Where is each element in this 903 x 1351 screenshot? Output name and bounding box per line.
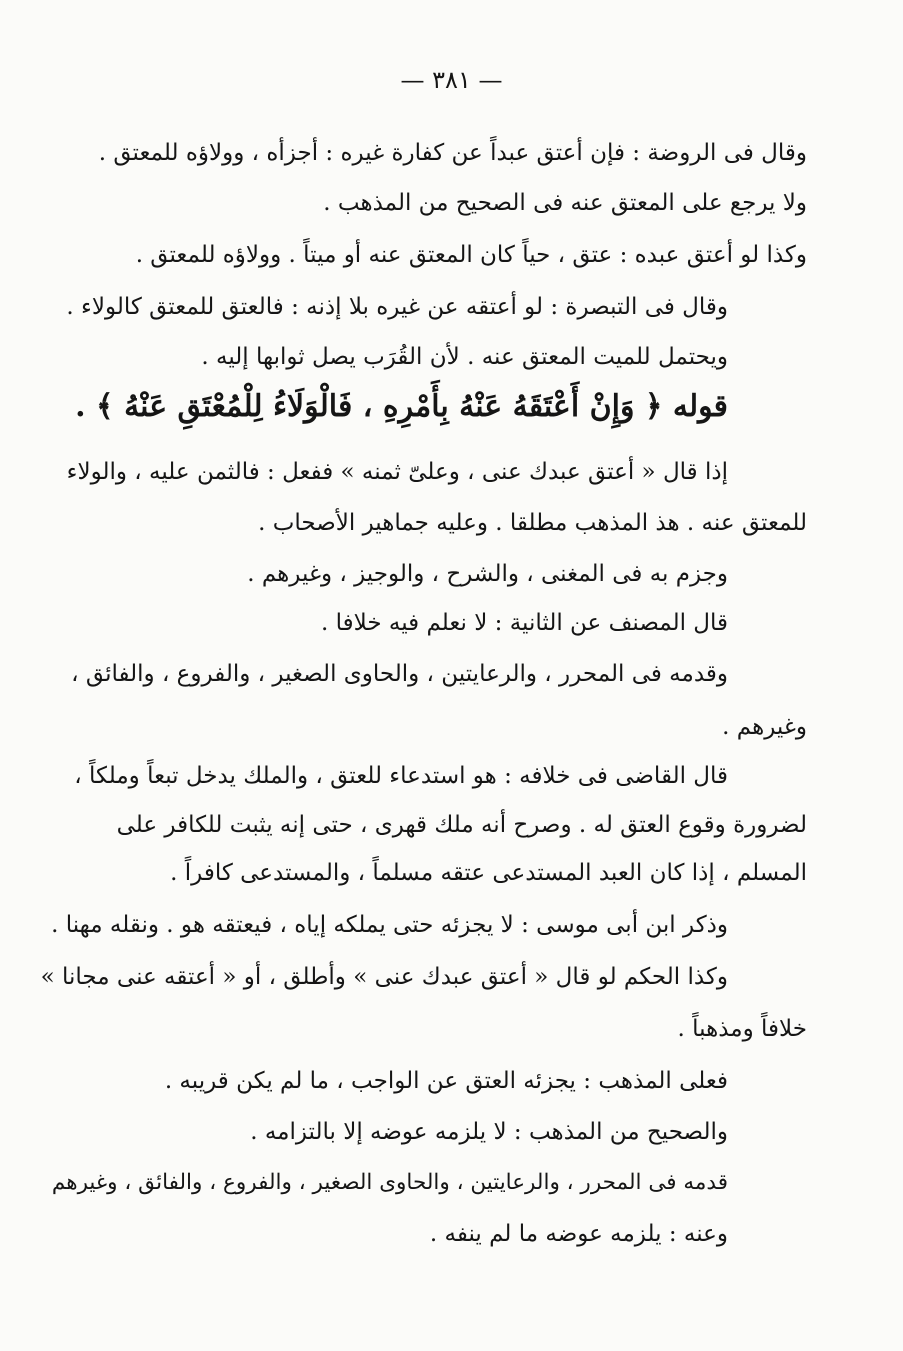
text-line: لضرورة وقوع العتق له . وصرح أنه ملك قهرى ، حتى إنه يثبت للكافر على <box>116 812 807 838</box>
text-line: ولا يرجع على المعتق عنه فى الصحيح من المذهب . <box>323 190 807 216</box>
text-line: وقال فى الروضة : فإن أعتق عبداً عن كفارة غيره : أجزأه ، وولاؤه للمعتق . <box>98 140 807 166</box>
text-line: وغيرهم . <box>722 714 807 740</box>
text-line: إذا قال « أعتق عبدك عنى ، وعلىّ ثمنه » ففعل : فالثمن عليه ، والولاء <box>66 459 728 485</box>
text-line: وقال فى التبصرة : لو أعتقه عن غيره بلا إذنه : فالعتق للمعتق كالولاء . <box>66 294 728 320</box>
text-line: والصحيح من المذهب : لا يلزمه عوضه إلا بالتزامه . <box>250 1119 728 1145</box>
text-line: ويحتمل للميت المعتق عنه . لأن القُرَب يصل ثوابها إليه . <box>201 344 728 370</box>
text-line: وذكر ابن أبى موسى : لا يجزئه حتى يملكه إياه ، فيعتقه هو . ونقله مهنا . <box>51 912 728 938</box>
text-line: وجزم به فى المغنى ، والشرح ، والوجيز ، وغيرهم . <box>247 561 728 587</box>
text-line: وعنه : يلزمه عوضه ما لم ينفه . <box>429 1221 728 1247</box>
text-line: وكذا الحكم لو قال « أعتق عبدك عنى » وأطلق ، أو « أعتقه عنى مجانا » <box>40 964 728 990</box>
text-line: قال القاضى فى خلافه : هو استدعاء للعتق ، والملك يدخل تبعاً وملكاً ، <box>74 763 728 789</box>
text-line: قال المصنف عن الثانية : لا نعلم فيه خلافا . <box>321 610 728 636</box>
text-line: المسلم ، إذا كان العبد المستدعى عتقه مسلماً ، والمستدعى كافراً . <box>170 860 807 886</box>
text-line: قدمه فى المحرر ، والرعايتين ، والحاوى الصغير ، والفروع ، والفائق ، وغيرهم <box>51 1170 728 1195</box>
text-line: للمعتق عنه . هذ المذهب مطلقا . وعليه جماهير الأصحاب . <box>258 510 807 536</box>
page-number: — ٣٨١ — <box>400 66 503 94</box>
text-line: خلافاً ومذهباً . <box>677 1016 807 1042</box>
verse-heading: قوله ﴿ وَإِنْ أَعْتَقَهُ عَنْهُ بِأَمْرِهِ ، فَالْوَلَاءُ لِلْمُعْتَقِ عَنْهُ ﴾ . <box>75 389 728 424</box>
text-line: فعلى المذهب : يجزئه العتق عن الواجب ، ما لم يكن قريبه . <box>164 1068 728 1094</box>
text-line: وكذا لو أعتق عبده : عتق ، حياً كان المعتق عنه أو ميتاً . وولاؤه للمعتق . <box>135 242 807 268</box>
text-line: وقدمه فى المحرر ، والرعايتين ، والحاوى الصغير ، والفروع ، والفائق ، <box>71 661 728 687</box>
